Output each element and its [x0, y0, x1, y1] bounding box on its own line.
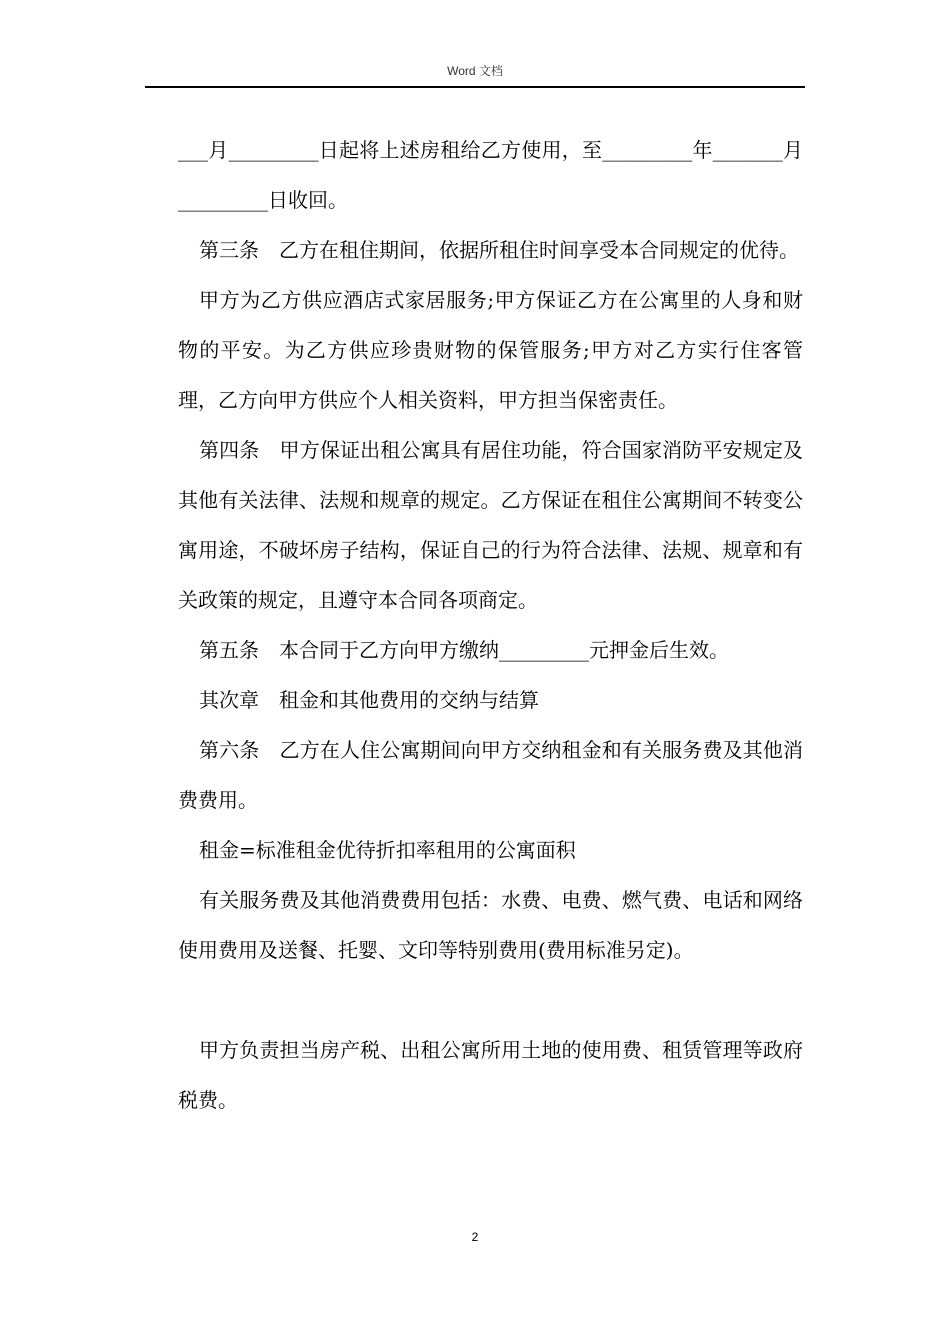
header-divider [145, 86, 805, 88]
page-number: 2 [471, 1230, 479, 1244]
paragraph-services: 甲方为乙方供应酒店式家居服务;甲方保证乙方在公寓里的人身和财物的平安。为乙方供应珍贵财物的保管服务;甲方对乙方实行住客管理，乙方向甲方供应个人相关资料，甲方担当保密责任。 [178, 288, 803, 412]
paragraph-taxes: 甲方负责担当房产税、出租公寓所用土地的使用费、租赁管理等政府税费。 [178, 1038, 803, 1112]
paragraph-lease-period: ___月_________日起将上述房租给乙方使用，至_________年_______月_________日收回。 [178, 138, 803, 212]
paragraph-article-4: 第四条 甲方保证出租公寓具有居住功能，符合国家消防平安规定及其他有关法律、法规和规章的规定。乙方保证在租住公寓期间不转变公寓用途，不破坏房子结构，保证自己的行为符合法律、法规、规章和有关政策的规定，且遵守本合同各项商定。 [178, 438, 803, 612]
chapter-heading-rent: 其次章 租金和其他费用的交纳与结算 [199, 688, 539, 712]
page-header: Word 文档 [447, 64, 503, 78]
document-body [178, 125, 803, 1125]
paragraph-rent-formula: 租金=标准租金优待折扣率租用的公寓面积 [199, 838, 576, 862]
paragraph-article-3: 第三条 乙方在租住期间，依据所租住时间享受本合同规定的优待。 [199, 238, 799, 262]
paragraph-article-6: 第六条 乙方在人住公寓期间向甲方交纳租金和有关服务费及其他消费费用。 [178, 738, 803, 812]
paragraph-article-5: 第五条 本合同于乙方向甲方缴纳_________元押金后生效。 [199, 638, 729, 662]
paragraph-fees: 有关服务费及其他消费费用包括：水费、电费、燃气费、电话和网络使用费用及送餐、托婴、文印等特别费用(费用标准另定)。 [178, 888, 803, 962]
